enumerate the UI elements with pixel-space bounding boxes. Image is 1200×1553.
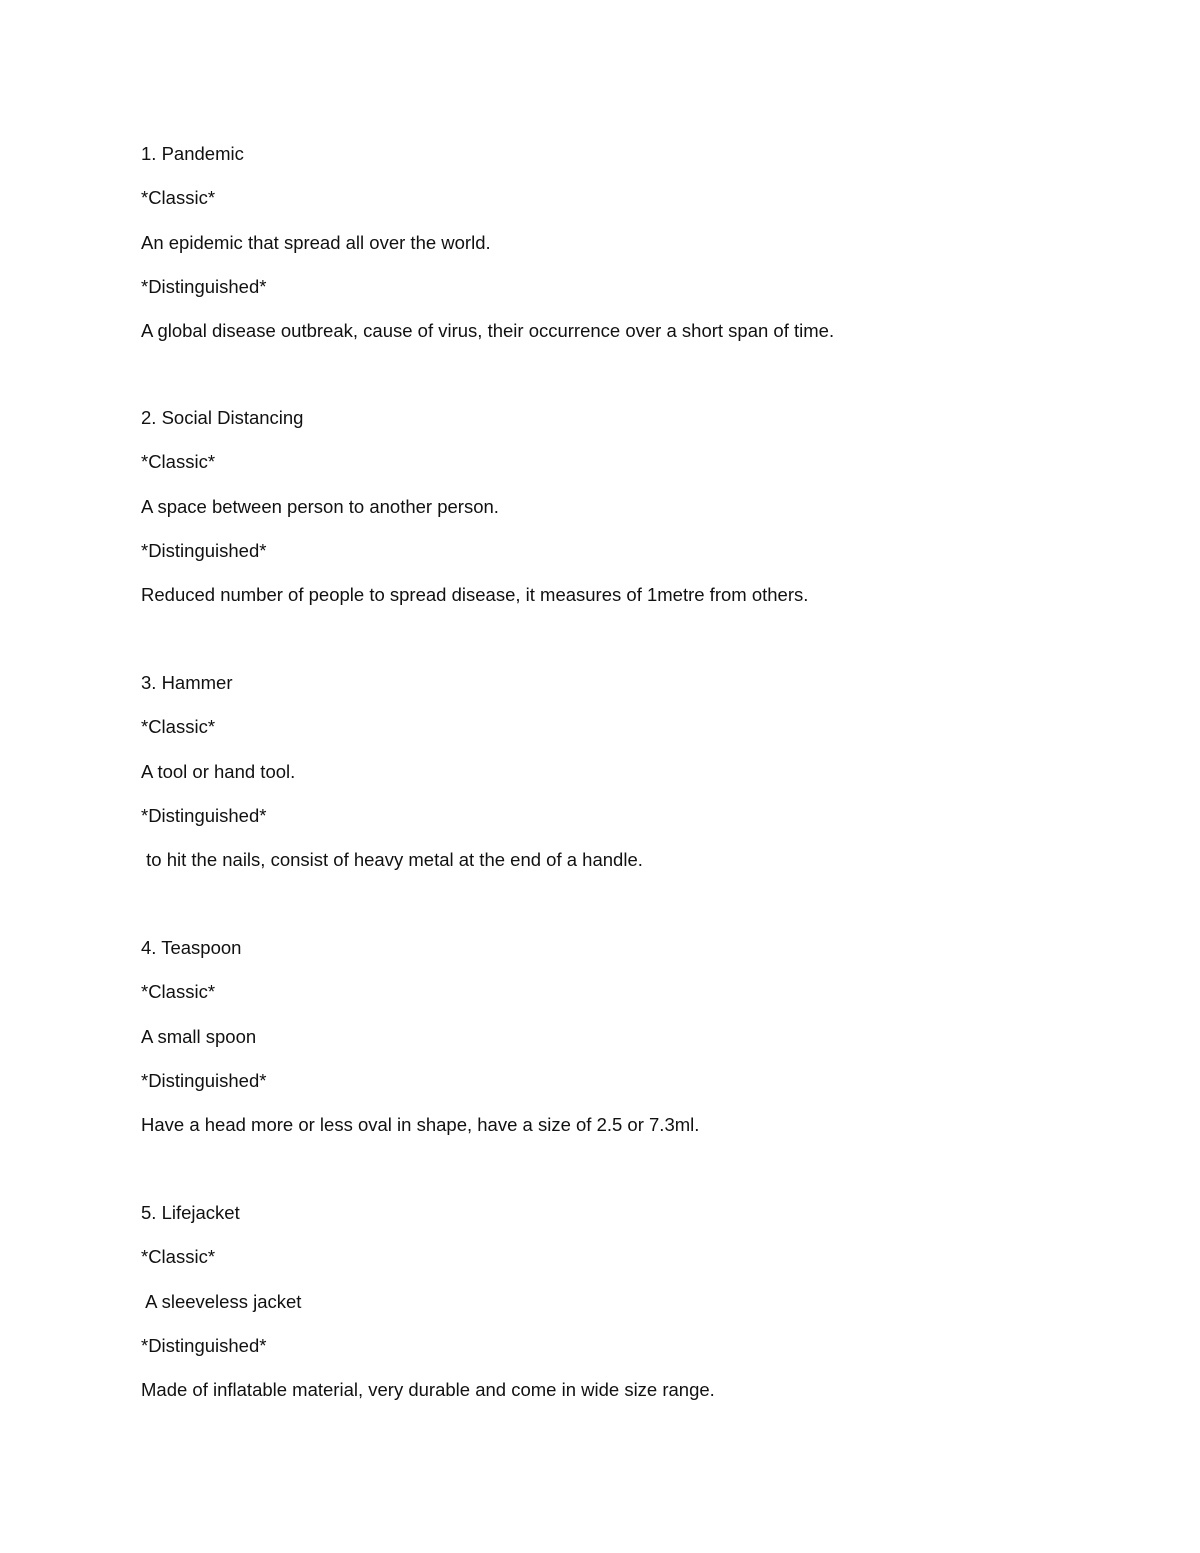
distinguished-label: *Distinguished* [141,275,267,297]
classic-label: *Classic* [141,981,216,1003]
entry-term: 1. Pandemic [141,143,244,164]
distinguished-label: *Distinguished* [141,1069,267,1091]
distinguished-definition: Have a head more or less oval in shape, have a size of 2.5 or 7.3ml. [141,1114,700,1135]
entry-section [141,926,699,1147]
entry-section [141,396,808,617]
distinguished-label: *Distinguished* [141,1334,267,1356]
entry-section [141,132,834,353]
classic-definition: An epidemic that spread all over the world. [141,231,491,253]
classic-label: *Classic* [141,1246,216,1268]
distinguished-definition: A global disease outbreak, cause of virus, their occurrence over a short span of time. [141,320,835,341]
entry-term: 3. Hammer [141,672,233,693]
classic-definition: A tool or hand tool. [141,760,296,782]
distinguished-definition: Made of inflatable material, very durable and come in wide size range. [141,1379,715,1400]
distinguished-label: *Distinguished* [141,539,267,561]
entry-section [141,1191,715,1412]
classic-label: *Classic* [141,451,216,473]
classic-label: *Classic* [141,187,216,209]
classic-definition: A small spoon [141,1025,257,1047]
entry-section [141,661,643,882]
entry-term: 2. Social Distancing [141,407,304,428]
distinguished-definition: to hit the nails, consist of heavy metal at the end of a handle. [141,849,643,870]
distinguished-label: *Distinguished* [141,804,267,826]
classic-definition: A space between person to another person. [141,495,499,517]
entry-term: 5. Lifejacket [141,1202,240,1223]
distinguished-definition: Reduced number of people to spread disease, it measures of 1metre from others. [141,584,809,605]
classic-definition: A sleeveless jacket [141,1290,302,1312]
entry-term: 4. Teaspoon [141,937,242,958]
classic-label: *Classic* [141,716,216,738]
